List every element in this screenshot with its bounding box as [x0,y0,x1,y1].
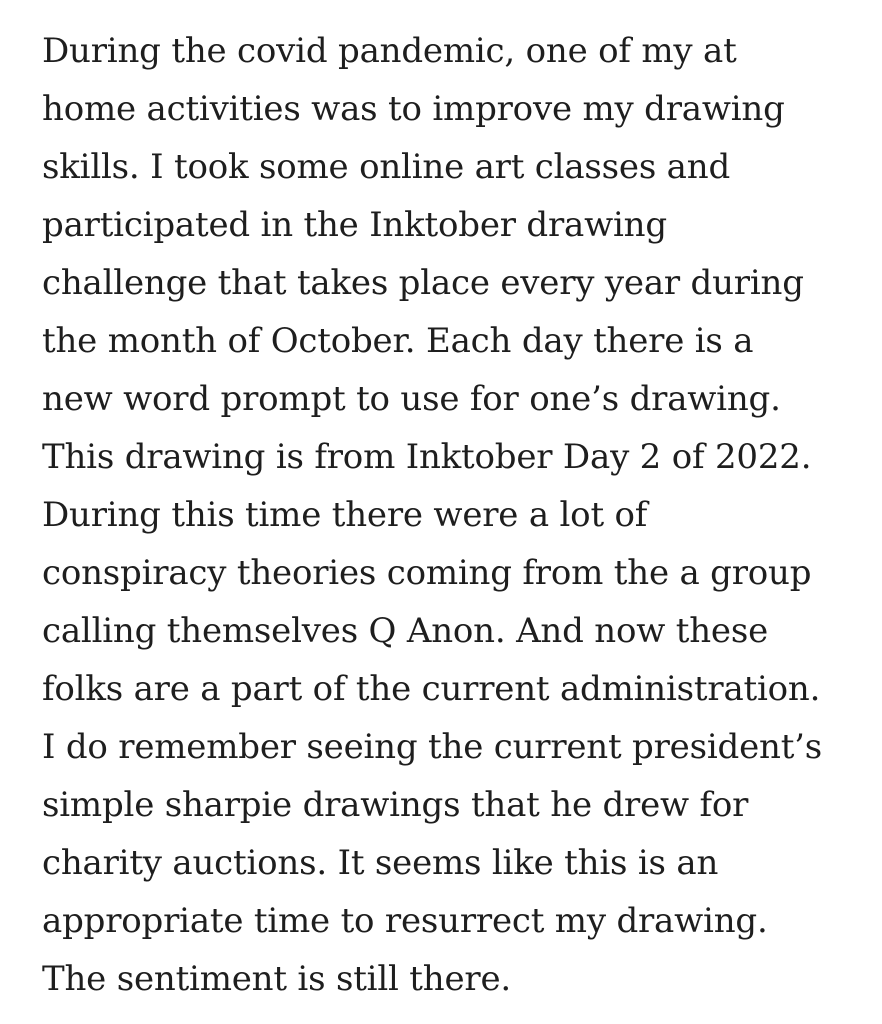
paragraph-line: During this time there were a lot of [42,495,648,535]
paragraph-line: participated in the Inktober drawing [42,205,667,245]
paragraph-line: conspiracy theories coming from the a group [42,553,812,593]
paragraph-line: charity auctions. It seems like this is an [42,843,719,883]
paragraph-line: home activities was to improve my drawing [42,89,785,129]
paragraph-line: The sentiment is still there. [42,959,511,999]
paragraph-line: folks are a part of the current administration. [42,669,821,709]
paragraph-line: This drawing is from Inktober Day 2 of 2022. [42,437,812,477]
paragraph-line: During the covid pandemic, one of my at [42,31,737,71]
paragraph-line: appropriate time to resurrect my drawing. [42,901,768,941]
paragraph-line: skills. I took some online art classes and [42,147,731,187]
paragraph-line: challenge that takes place every year during [42,263,804,303]
paragraph-line: calling themselves Q Anon. And now these [42,611,769,651]
paragraph-line: the month of October. Each day there is a [42,321,754,361]
paragraph-line: simple sharpie drawings that he drew for [42,785,749,825]
article-paragraph [42,22,872,1008]
paragraph-line: new word prompt to use for one’s drawing. [42,379,781,419]
paragraph-line: I do remember seeing the current president’s [42,727,823,767]
